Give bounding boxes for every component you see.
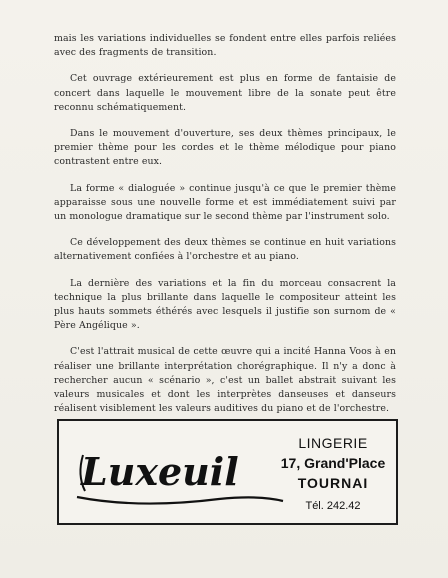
- paragraph: Cet ouvrage extérieurement est plus en forme de fantaisie de concert dans laquelle le mouvement libre de la sonate peut être reconnu schématiquement.: [54, 73, 396, 113]
- paragraph: Ce développement des deux thèmes se continue en huit variations alternativement confiées à l'orchestre et au piano.: [54, 237, 396, 263]
- brand-swash: [77, 497, 283, 504]
- brand-logo: [69, 435, 289, 515]
- article-body: [54, 32, 396, 428]
- paragraph: La dernière des variations et la fin du morceau consacrent la technique la plus brillante dans laquelle le compositeur atteint les plus hauts sommets éthérés avec lesquels il justifie son surnom de « Père Angélique ».: [54, 277, 396, 332]
- paragraph: La forme « dialoguée » continue jusqu'à ce que le premier thème apparaisse sous une nouvelle forme et est immédiatement suivi par un monologue dramatique sur le second thème par l'instrument solo.: [54, 182, 396, 223]
- paragraph: C'est l'attrait musical de cette œuvre qui a incité Hanna Voos à en réaliser une brillante interprétation chorégraphique. Il n'y a donc à rechercher aucun « scénario », c'est un ballet abstrait suivant les valeurs musicales et dont les interprètes danseuses et danseurs réalisent visiblement les valeurs auditives du piano et de l'orchestre.: [54, 346, 396, 415]
- ad-category: LINGERIE: [298, 435, 368, 451]
- ad-city: TOURNAI: [297, 475, 369, 491]
- ad-phone: Tél. 242.42: [305, 500, 361, 512]
- paragraph: mais les variations individuelles se fondent entre elles parfois reliées avec des fragments de transition.: [54, 33, 396, 59]
- paragraph: Dans le mouvement d'ouverture, ses deux thèmes principaux, le premier thème pour les cordes et le thème mélodique pour piano contrastent entre eux.: [54, 128, 396, 168]
- advertisement-box: [57, 419, 398, 525]
- ad-address: 17, Grand'Place: [280, 455, 386, 471]
- ad-contact: [278, 433, 388, 516]
- brand-wordmark: Luxeuil: [81, 449, 239, 494]
